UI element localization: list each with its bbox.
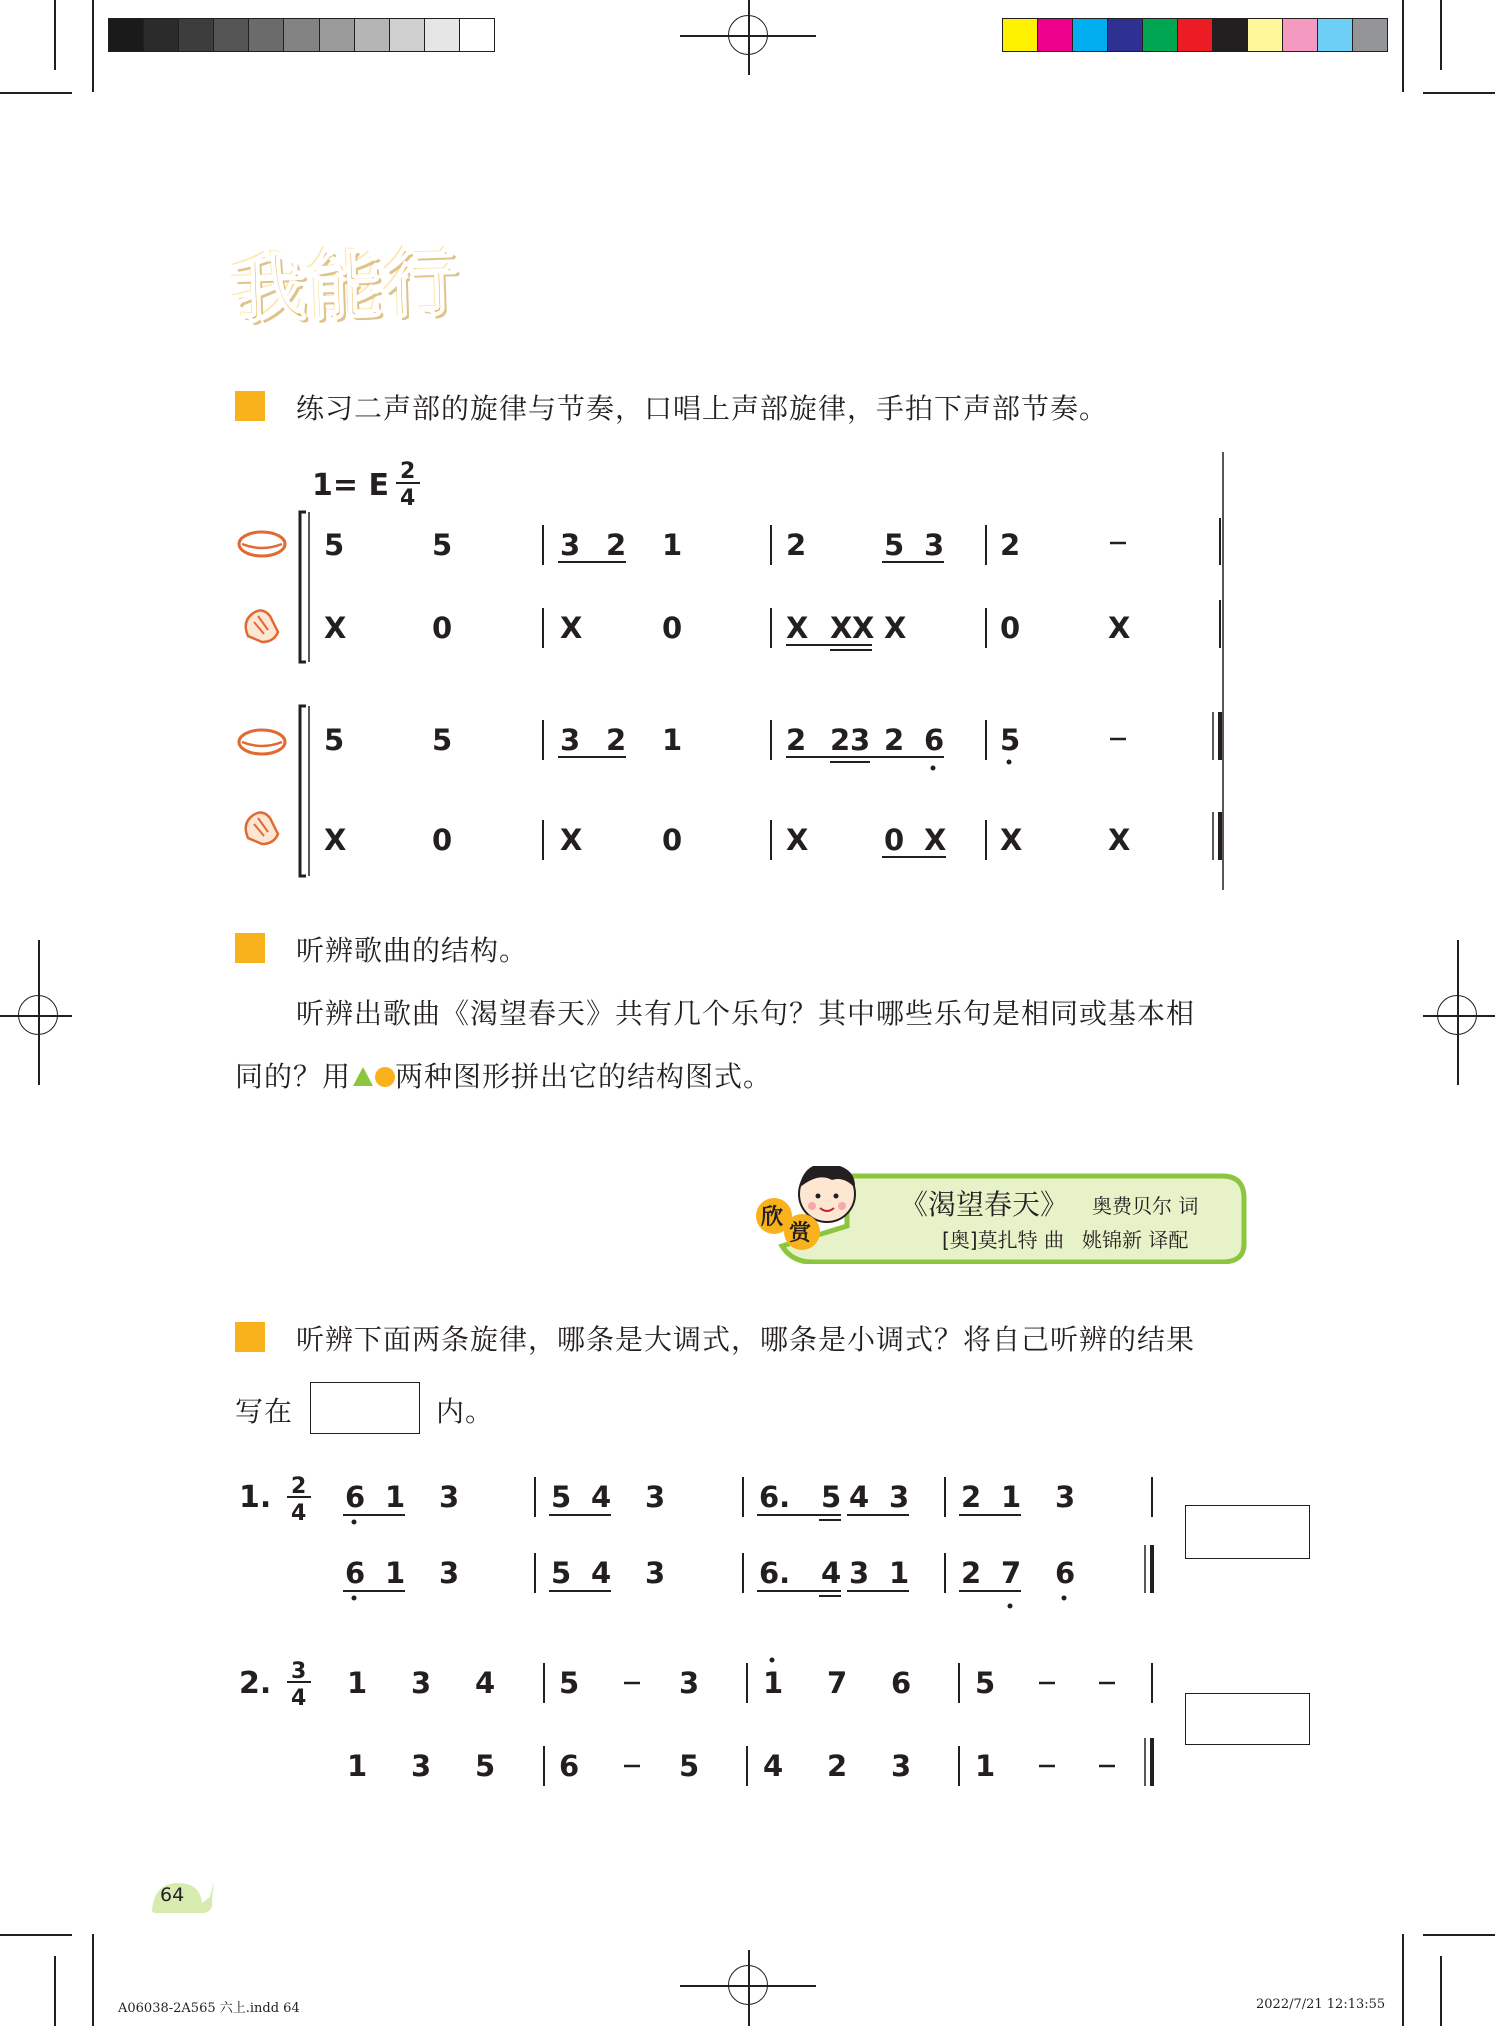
svg-text:X: X <box>560 823 583 857</box>
svg-text:3: 3 <box>439 1480 460 1514</box>
score-two-part <box>230 450 1240 900</box>
svg-text:1: 1 <box>347 1749 368 1783</box>
svg-text:X: X <box>560 611 583 645</box>
svg-text:2: 2 <box>786 528 807 562</box>
svg-text:3: 3 <box>679 1666 700 1700</box>
svg-text:5: 5 <box>432 528 453 562</box>
svg-text:0: 0 <box>662 611 683 645</box>
svg-text:2: 2 <box>961 1556 982 1590</box>
svg-text:5: 5 <box>975 1666 996 1700</box>
page-number: 64 <box>160 1884 185 1906</box>
answer-box-melody-1[interactable] <box>1185 1505 1310 1559</box>
svg-text:5: 5 <box>1000 723 1021 757</box>
svg-text:0: 0 <box>884 823 905 857</box>
task2-line1: 听辨出歌曲《渴望春天》共有几个乐句？其中哪些乐句是相同或基本相 <box>296 997 1196 1030</box>
svg-text:3: 3 <box>889 1480 910 1514</box>
gray-swatch <box>284 19 319 51</box>
svg-text:5: 5 <box>432 723 453 757</box>
song-title: 《渴望春天》 <box>900 1188 1069 1221</box>
svg-text:2: 2 <box>1000 528 1021 562</box>
svg-text:6: 6 <box>891 1666 912 1700</box>
svg-text:5: 5 <box>475 1749 496 1783</box>
banner-tag-2: 赏 <box>789 1221 812 1246</box>
svg-text:5: 5 <box>551 1480 572 1514</box>
color-swatch <box>1283 19 1318 51</box>
svg-text:X: X <box>786 823 809 857</box>
melody-2-number: 2. <box>239 1666 272 1701</box>
color-swatch <box>1003 19 1038 51</box>
melody-1-time-top: 2 <box>291 1474 307 1499</box>
task3-line2-start: 写在 <box>235 1395 294 1428</box>
clap-icon <box>246 812 278 844</box>
svg-text:3: 3 <box>891 1749 912 1783</box>
svg-text:1: 1 <box>662 723 683 757</box>
task2-line2-start: 同的？用 <box>235 1060 352 1093</box>
svg-text:3: 3 <box>411 1749 432 1783</box>
svg-text:X: X <box>852 611 875 645</box>
svg-text:3: 3 <box>411 1666 432 1700</box>
svg-text:3: 3 <box>924 528 945 562</box>
svg-text:5: 5 <box>884 528 905 562</box>
svg-text:1: 1 <box>385 1556 406 1590</box>
gray-swatch <box>214 19 249 51</box>
svg-text:3: 3 <box>560 723 581 757</box>
svg-text:0: 0 <box>432 823 453 857</box>
color-swatch <box>1108 19 1143 51</box>
svg-text:5: 5 <box>559 1666 580 1700</box>
color-swatch <box>1248 19 1283 51</box>
color-swatch <box>1038 19 1073 51</box>
svg-text:6: 6 <box>1055 1556 1076 1590</box>
color-bar <box>1002 18 1388 52</box>
svg-text:7: 7 <box>827 1666 848 1700</box>
svg-text:0: 0 <box>1000 611 1021 645</box>
melody-1-number: 1. <box>239 1480 272 1515</box>
svg-text:6: 6 <box>559 1749 580 1783</box>
song-arranger: 姚锦新 译配 <box>1082 1228 1189 1252</box>
svg-text:4: 4 <box>821 1556 842 1590</box>
svg-text:4: 4 <box>475 1666 496 1700</box>
clap-icon <box>246 610 278 642</box>
melody-2 <box>235 1648 1175 1798</box>
sing-icon <box>239 532 285 556</box>
svg-text:6: 6 <box>345 1480 366 1514</box>
svg-text:3: 3 <box>849 1556 870 1590</box>
svg-text:X: X <box>830 611 853 645</box>
gray-swatch <box>425 19 460 51</box>
sing-icon <box>239 730 285 754</box>
time-sig-bottom: 4 <box>400 486 416 511</box>
svg-text:7: 7 <box>1001 1556 1022 1590</box>
svg-text:4: 4 <box>849 1480 870 1514</box>
svg-text:3: 3 <box>1055 1480 1076 1514</box>
svg-text:2: 2 <box>884 723 905 757</box>
task1-text: 练习二声部的旋律与节奏，口唱上声部旋律，手拍下声部节奏。 <box>296 392 1109 425</box>
svg-text:3: 3 <box>645 1556 666 1590</box>
color-swatch <box>1073 19 1108 51</box>
footer-timestamp: 2022/7/21 12:13:55 <box>1256 1997 1386 2012</box>
svg-text:5: 5 <box>324 528 345 562</box>
svg-text:0: 0 <box>662 823 683 857</box>
melody-1 <box>235 1465 1175 1615</box>
svg-text:1: 1 <box>763 1666 784 1700</box>
svg-text:1: 1 <box>347 1666 368 1700</box>
svg-text:6.: 6. <box>759 1556 791 1590</box>
banner-tag-1: 欣 <box>761 1205 784 1230</box>
svg-text:X: X <box>884 611 907 645</box>
melody-1-time-bottom: 4 <box>291 1501 307 1526</box>
answer-box-melody-2[interactable] <box>1185 1693 1310 1745</box>
svg-text:5: 5 <box>821 1480 842 1514</box>
triangle-circle-icons <box>351 1064 395 1088</box>
song-lyricist: 奥费贝尔 词 <box>1092 1194 1199 1218</box>
gray-swatch <box>249 19 284 51</box>
svg-text:2: 2 <box>606 528 627 562</box>
svg-text:4: 4 <box>591 1480 612 1514</box>
svg-text:2: 2 <box>606 723 627 757</box>
color-swatch <box>1318 19 1353 51</box>
svg-text:X: X <box>924 823 947 857</box>
svg-text:0: 0 <box>432 611 453 645</box>
gray-swatch <box>355 19 390 51</box>
svg-text:2: 2 <box>786 723 807 757</box>
svg-text:6: 6 <box>924 723 945 757</box>
melody-1-notes <box>343 1477 1152 1609</box>
color-swatch <box>1178 19 1213 51</box>
gray-swatch <box>109 19 144 51</box>
svg-text:5: 5 <box>679 1749 700 1783</box>
svg-text:1: 1 <box>889 1556 910 1590</box>
color-swatch <box>1143 19 1178 51</box>
grayscale-bar <box>108 18 495 52</box>
svg-text:3: 3 <box>560 528 581 562</box>
answer-box-inline[interactable] <box>310 1382 420 1434</box>
color-swatch <box>1353 19 1387 51</box>
svg-text:1: 1 <box>975 1749 996 1783</box>
page-number-badge <box>148 1877 208 1913</box>
svg-text:6.: 6. <box>759 1480 791 1514</box>
task2-line2-end: 两种图形拼出它的结构图式。 <box>395 1060 773 1093</box>
svg-text:X: X <box>1108 823 1131 857</box>
section-title: 我能行 <box>230 240 462 334</box>
key-signature: 1= E <box>312 468 389 503</box>
appreciation-banner <box>752 1166 1247 1264</box>
svg-text:X: X <box>1108 611 1131 645</box>
gray-swatch <box>144 19 179 51</box>
footer-file-info: A06038-2A565 六上.indd 64 <box>118 2001 300 2016</box>
score-notes <box>324 518 1220 860</box>
task1-bullet <box>235 391 265 421</box>
svg-text:2: 2 <box>827 1749 848 1783</box>
svg-text:3: 3 <box>645 1480 666 1514</box>
gray-swatch <box>179 19 214 51</box>
task3-bullet <box>235 1322 265 1352</box>
gray-swatch <box>320 19 355 51</box>
task3-line2-end: 内。 <box>436 1395 495 1428</box>
color-swatch <box>1213 19 1248 51</box>
task3-line1: 听辨下面两条旋律，哪条是大调式，哪条是小调式？将自己听辨的结果 <box>296 1323 1196 1356</box>
svg-text:1: 1 <box>385 1480 406 1514</box>
svg-text:X: X <box>324 611 347 645</box>
song-composer: [奥]莫扎特 曲 <box>942 1228 1064 1252</box>
svg-text:5: 5 <box>551 1556 572 1590</box>
svg-text:3: 3 <box>850 723 871 757</box>
gray-swatch <box>460 19 494 51</box>
svg-text:X: X <box>1000 823 1023 857</box>
svg-text:4: 4 <box>763 1749 784 1783</box>
melody-2-time-top: 3 <box>291 1659 307 1684</box>
task2-bullet <box>235 933 265 963</box>
svg-text:6: 6 <box>345 1556 366 1590</box>
svg-text:2: 2 <box>961 1480 982 1514</box>
svg-text:1: 1 <box>1001 1480 1022 1514</box>
melody-2-notes <box>347 1658 1152 1787</box>
time-sig-top: 2 <box>400 459 416 484</box>
svg-text:3: 3 <box>439 1556 460 1590</box>
svg-text:4: 4 <box>591 1556 612 1590</box>
svg-text:X: X <box>786 611 809 645</box>
melody-2-time-bottom: 4 <box>291 1686 307 1711</box>
task2-heading: 听辨歌曲的结构。 <box>296 934 529 967</box>
svg-text:1: 1 <box>662 528 683 562</box>
task2-line2 <box>235 1055 772 1095</box>
svg-text:2: 2 <box>830 723 851 757</box>
svg-text:X: X <box>324 823 347 857</box>
gray-swatch <box>390 19 425 51</box>
svg-text:5: 5 <box>324 723 345 757</box>
